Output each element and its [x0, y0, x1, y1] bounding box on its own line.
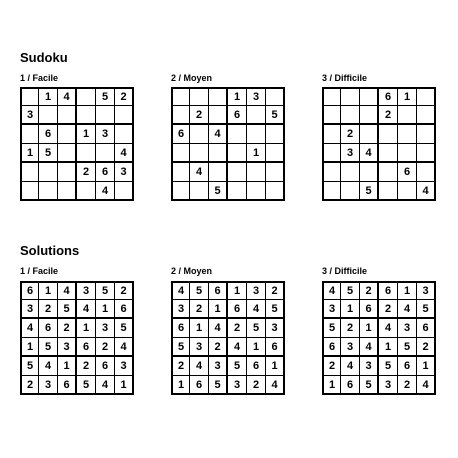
grid-cell: [360, 106, 379, 125]
grid-cell: 5: [228, 357, 247, 376]
grid-cell: 6: [417, 319, 436, 338]
grid-cell: 2: [115, 87, 134, 106]
puzzle-label: 3 / Difficile: [322, 73, 368, 83]
grid-cell: [322, 106, 341, 125]
grid-cell: [190, 87, 209, 106]
grid-cell: 6: [96, 357, 115, 376]
grid-cell: 1: [247, 338, 266, 357]
grid-cell: 5: [20, 357, 39, 376]
sudoku-grid: [20, 87, 134, 201]
grid-cell: [379, 125, 398, 144]
grid-cell: [115, 106, 134, 125]
grid-cell: 3: [77, 281, 96, 300]
grid-cell: [322, 163, 341, 182]
grid-cell: [398, 106, 417, 125]
grid-cell: [322, 87, 341, 106]
grid-cell: 6: [171, 319, 190, 338]
grid-cell: 5: [96, 281, 115, 300]
grid-cell: 1: [398, 281, 417, 300]
grid-cell: 5: [190, 281, 209, 300]
grid-cell: 6: [209, 281, 228, 300]
grid-cell: 4: [20, 319, 39, 338]
grid-cell: [247, 125, 266, 144]
grid-cell: [115, 125, 134, 144]
grid-cell: 6: [228, 106, 247, 125]
grid-cell: 1: [58, 357, 77, 376]
grid-cell: [171, 144, 190, 163]
grid-cell: 1: [398, 87, 417, 106]
grid-cell: 4: [96, 376, 115, 395]
grid-cell: 5: [58, 300, 77, 319]
grid-cell: 6: [20, 281, 39, 300]
grid-cell: 5: [322, 319, 341, 338]
grid-cell: [417, 87, 436, 106]
grid-cell: 4: [171, 281, 190, 300]
grid-cell: 5: [115, 319, 134, 338]
grid-cell: [209, 163, 228, 182]
grid-cell: 3: [379, 376, 398, 395]
grid-cell: [39, 106, 58, 125]
grid-cell: [247, 182, 266, 201]
grid-cell: 1: [360, 319, 379, 338]
grid-cell: 2: [96, 338, 115, 357]
grid-cell: 1: [266, 357, 285, 376]
grid-cell: 6: [398, 357, 417, 376]
grid-cell: [379, 182, 398, 201]
grid-cell: 1: [171, 376, 190, 395]
grid-cell: 5: [379, 357, 398, 376]
grid-cell: [20, 87, 39, 106]
grid-cell: 5: [398, 338, 417, 357]
grid-cell: [247, 106, 266, 125]
grid-cell: 4: [96, 182, 115, 201]
grid-cell: 5: [417, 300, 436, 319]
grid-cell: [171, 87, 190, 106]
grid-cell: 2: [360, 281, 379, 300]
grid-cell: 3: [171, 300, 190, 319]
grid-cell: [209, 144, 228, 163]
grid-cell: 1: [341, 300, 360, 319]
grid-cell: 3: [115, 163, 134, 182]
grid-cell: [266, 87, 285, 106]
grid-cell: 5: [171, 338, 190, 357]
grid-cell: [20, 125, 39, 144]
grid-cell: 6: [341, 376, 360, 395]
grid-cell: 3: [20, 106, 39, 125]
grid-cell: [228, 182, 247, 201]
grid-cell: 4: [247, 300, 266, 319]
grid-cell: 3: [39, 376, 58, 395]
puzzle-label: 3 / Difficile: [322, 266, 368, 276]
grid-cell: [379, 144, 398, 163]
grid-cell: 6: [96, 163, 115, 182]
grid-cell: [96, 144, 115, 163]
grid-cell: [379, 163, 398, 182]
grid-cell: 6: [171, 125, 190, 144]
grid-cell: 1: [379, 338, 398, 357]
grid-cell: 4: [379, 319, 398, 338]
grid-cell: 4: [115, 144, 134, 163]
grid-cell: [209, 87, 228, 106]
solution-grid: [171, 281, 285, 395]
sudoku-grid: [322, 87, 436, 201]
grid-cell: 3: [96, 125, 115, 144]
grid-cell: 6: [379, 87, 398, 106]
grid-cell: 2: [322, 357, 341, 376]
grid-cell: 5: [77, 376, 96, 395]
grid-cell: 2: [115, 281, 134, 300]
grid-cell: 6: [39, 319, 58, 338]
grid-cell: 3: [115, 357, 134, 376]
grid-cell: [58, 106, 77, 125]
puzzle-label: 1 / Facile: [20, 73, 59, 83]
grid-cell: 2: [39, 300, 58, 319]
grid-cell: [77, 182, 96, 201]
grid-cell: [58, 144, 77, 163]
grid-cell: [266, 144, 285, 163]
grid-cell: 3: [398, 319, 417, 338]
grid-cell: 1: [39, 281, 58, 300]
grid-cell: 3: [360, 357, 379, 376]
grid-cell: 1: [96, 300, 115, 319]
grid-cell: [190, 182, 209, 201]
grid-cell: 2: [417, 338, 436, 357]
grid-cell: [77, 87, 96, 106]
grid-cell: 1: [209, 300, 228, 319]
grid-cell: [39, 182, 58, 201]
grid-cell: 3: [247, 281, 266, 300]
solution-grid: [20, 281, 134, 395]
grid-cell: 4: [228, 338, 247, 357]
grid-cell: 2: [379, 300, 398, 319]
grid-cell: 3: [247, 87, 266, 106]
grid-cell: 4: [322, 281, 341, 300]
grid-cell: [322, 182, 341, 201]
grid-cell: 5: [360, 182, 379, 201]
grid-cell: [247, 163, 266, 182]
grid-cell: 2: [228, 319, 247, 338]
grid-cell: 4: [115, 338, 134, 357]
grid-cell: 2: [266, 281, 285, 300]
grid-cell: [209, 106, 228, 125]
grid-cell: [58, 182, 77, 201]
grid-cell: 1: [417, 357, 436, 376]
grid-cell: 5: [209, 376, 228, 395]
grid-cell: [266, 182, 285, 201]
grid-cell: 6: [322, 338, 341, 357]
grid-cell: [58, 163, 77, 182]
grid-cell: 6: [190, 376, 209, 395]
grid-cell: [360, 87, 379, 106]
grid-cell: [228, 163, 247, 182]
grid-cell: [190, 125, 209, 144]
grid-cell: [360, 163, 379, 182]
grid-cell: 4: [417, 182, 436, 201]
grid-cell: 1: [228, 87, 247, 106]
grid-cell: [20, 163, 39, 182]
grid-cell: 4: [77, 300, 96, 319]
grid-cell: 4: [190, 357, 209, 376]
grid-cell: 5: [266, 300, 285, 319]
grid-cell: 5: [39, 338, 58, 357]
grid-cell: 4: [360, 338, 379, 357]
section-title: Solutions: [20, 243, 80, 258]
grid-cell: [77, 106, 96, 125]
grid-cell: 3: [228, 376, 247, 395]
grid-cell: 4: [190, 163, 209, 182]
grid-cell: 4: [209, 319, 228, 338]
grid-cell: [228, 125, 247, 144]
grid-cell: 5: [360, 376, 379, 395]
grid-cell: [398, 144, 417, 163]
grid-cell: [115, 182, 134, 201]
grid-cell: 2: [341, 319, 360, 338]
grid-cell: [266, 125, 285, 144]
grid-cell: 6: [398, 163, 417, 182]
section-title: Sudoku: [20, 50, 68, 65]
grid-cell: [266, 163, 285, 182]
grid-cell: 2: [20, 376, 39, 395]
grid-cell: [398, 182, 417, 201]
grid-cell: 6: [228, 300, 247, 319]
grid-cell: 5: [266, 106, 285, 125]
grid-cell: 1: [77, 319, 96, 338]
grid-cell: 1: [20, 144, 39, 163]
grid-cell: [171, 106, 190, 125]
grid-cell: 2: [190, 300, 209, 319]
grid-cell: 3: [58, 338, 77, 357]
grid-cell: [341, 106, 360, 125]
grid-cell: [77, 144, 96, 163]
grid-cell: [58, 125, 77, 144]
sudoku-grid: [171, 87, 285, 201]
grid-cell: 2: [58, 319, 77, 338]
grid-cell: 6: [360, 300, 379, 319]
puzzle-label: 2 / Moyen: [171, 266, 213, 276]
grid-cell: 3: [20, 300, 39, 319]
grid-cell: 6: [39, 125, 58, 144]
grid-cell: 1: [20, 338, 39, 357]
grid-cell: 1: [39, 87, 58, 106]
grid-cell: 1: [190, 319, 209, 338]
grid-cell: 4: [39, 357, 58, 376]
grid-cell: [341, 182, 360, 201]
grid-cell: 4: [360, 144, 379, 163]
grid-cell: 2: [77, 163, 96, 182]
grid-cell: [417, 125, 436, 144]
grid-cell: 4: [266, 376, 285, 395]
grid-cell: [20, 182, 39, 201]
grid-cell: 3: [266, 319, 285, 338]
grid-cell: [96, 106, 115, 125]
grid-cell: [190, 144, 209, 163]
grid-cell: 4: [398, 300, 417, 319]
grid-cell: [171, 163, 190, 182]
grid-cell: 2: [341, 125, 360, 144]
grid-cell: 3: [96, 319, 115, 338]
puzzle-label: 2 / Moyen: [171, 73, 213, 83]
grid-cell: [39, 163, 58, 182]
grid-cell: 4: [58, 281, 77, 300]
grid-cell: [322, 144, 341, 163]
grid-cell: [341, 163, 360, 182]
grid-cell: 3: [209, 357, 228, 376]
grid-cell: 2: [247, 376, 266, 395]
grid-cell: 3: [341, 338, 360, 357]
grid-cell: [228, 144, 247, 163]
grid-cell: 4: [341, 357, 360, 376]
grid-cell: 2: [171, 357, 190, 376]
grid-cell: 2: [398, 376, 417, 395]
grid-cell: 6: [115, 300, 134, 319]
grid-cell: 6: [379, 281, 398, 300]
grid-cell: 6: [266, 338, 285, 357]
solution-grid: [322, 281, 436, 395]
grid-cell: 5: [341, 281, 360, 300]
grid-cell: [341, 87, 360, 106]
grid-cell: [171, 182, 190, 201]
grid-cell: 4: [209, 125, 228, 144]
grid-cell: 1: [322, 376, 341, 395]
grid-cell: [322, 125, 341, 144]
grid-cell: [417, 144, 436, 163]
grid-cell: 5: [209, 182, 228, 201]
grid-cell: 1: [77, 125, 96, 144]
grid-cell: 1: [115, 376, 134, 395]
grid-cell: 5: [96, 87, 115, 106]
grid-cell: 2: [379, 106, 398, 125]
grid-cell: 6: [58, 376, 77, 395]
grid-cell: [417, 106, 436, 125]
grid-cell: [417, 163, 436, 182]
grid-cell: 6: [247, 357, 266, 376]
grid-cell: 3: [417, 281, 436, 300]
grid-cell: 3: [190, 338, 209, 357]
grid-cell: 5: [247, 319, 266, 338]
grid-cell: 3: [322, 300, 341, 319]
grid-cell: 4: [417, 376, 436, 395]
grid-cell: 5: [39, 144, 58, 163]
grid-cell: 4: [58, 87, 77, 106]
grid-cell: 1: [247, 144, 266, 163]
grid-cell: 2: [209, 338, 228, 357]
grid-cell: 3: [341, 144, 360, 163]
grid-cell: 2: [77, 357, 96, 376]
grid-cell: 6: [77, 338, 96, 357]
grid-cell: [398, 125, 417, 144]
grid-cell: [360, 125, 379, 144]
puzzle-label: 1 / Facile: [20, 266, 59, 276]
grid-cell: 1: [228, 281, 247, 300]
grid-cell: 2: [190, 106, 209, 125]
